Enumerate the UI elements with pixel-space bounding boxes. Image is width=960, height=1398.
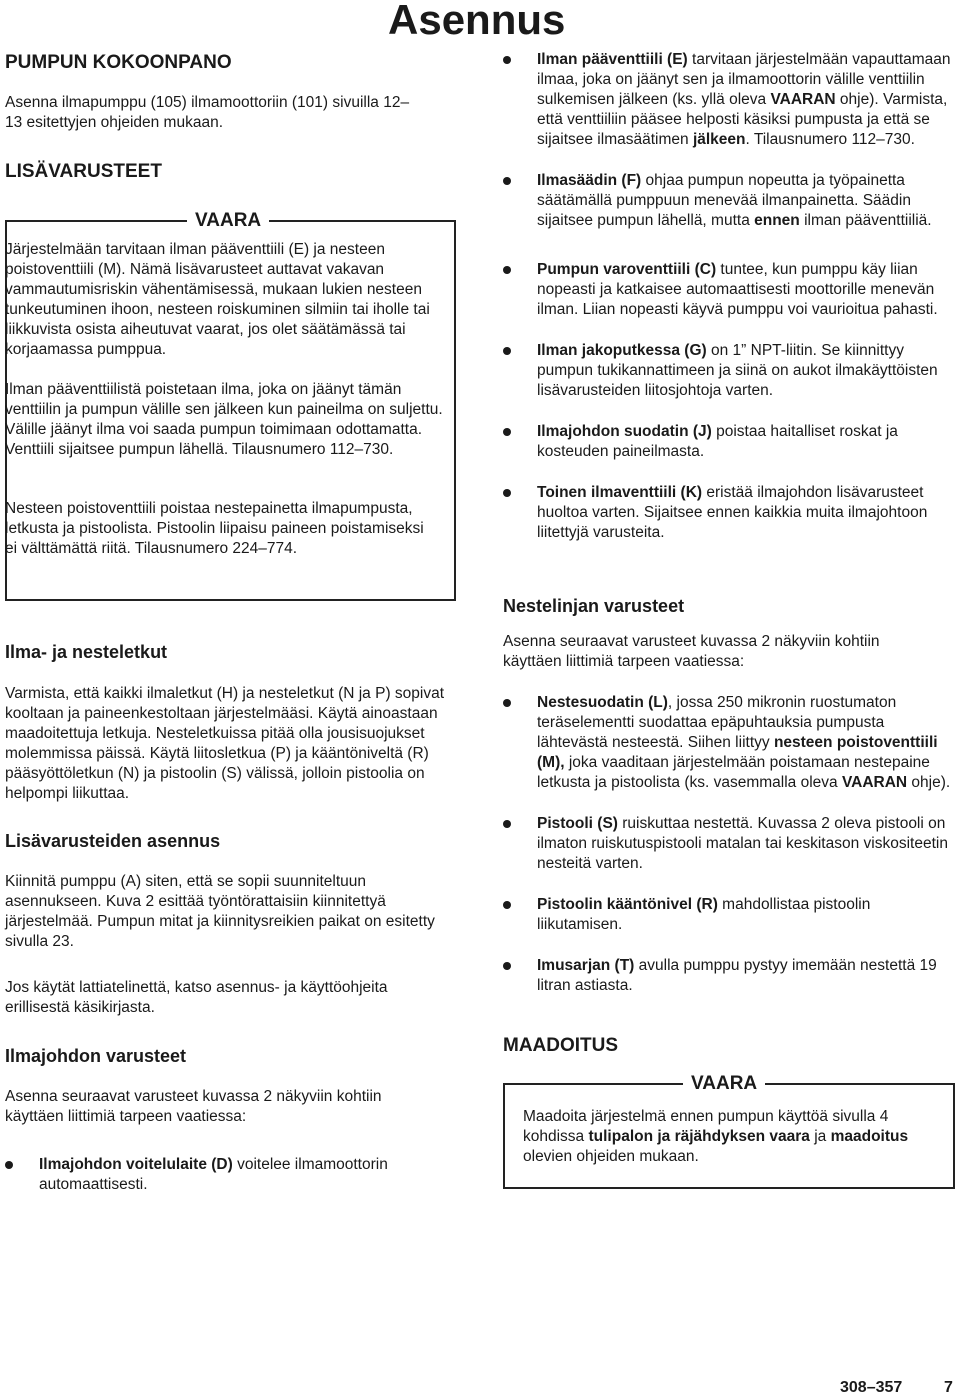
grounding-warning-box [503,1073,955,1189]
list-item: Ilman jakoputkessa (G) on 1” NPT-liitin. Se kiinnittyy pumpun tukikannattimeen ja siinä on aukot ilmakäyttöisten lisävarusteiden liitosjohtoja varten. [503,341,958,401]
list-item: Nestesuodatin (L), jossa 250 mikronin ruostumaton teräselementti suodattaa epäpuhtauksia pumpusta lähtevästä nesteestä. Siihen liittyy nesteen poistoventtiili (M), joka vaaditaan järjestelmään poistamaan nestepaine letkusta ja pistoolista (ks. vasemmalla oleva VAARAN ohje). [503,693,958,793]
bullet-icon [503,489,511,497]
bullet-icon [503,177,511,185]
air-line-intro: Asenna seuraavat varusteet kuvassa 2 näkyviin kohtiin käyttäen liittimiä tarpeen vaatiessa: [5,1088,382,1125]
bullet-icon [5,1161,13,1169]
pump-assembly-heading: PUMPUN KOKOONPANO [5,52,232,73]
warning-box [5,210,456,601]
air-line-list [5,1155,460,1195]
list-item: Pistooli (S) ruiskuttaa nestettä. Kuvassa 2 oleva pistooli on ilmaton ruiskutuspistooli matalan tai keskitason viskositeetin nesteitä varten. [503,814,958,874]
list-item: Toinen ilmaventtiili (K) eristää ilmajohdon lisävarusteet huoltoa varten. Sijaitsee ennen kaikkia muita ilmajohtoon liitettyjä varusteita. [503,483,958,543]
warning-paragraph-2: Ilman pääventtiilistä poistetaan ilma, joka on jäänyt tämän venttiilin ja pumpun välille sen jälkeen kun paineilma on suljettu. Välille jäänyt ilma voi saada pumpun toimimaan odottamatta. Venttiili sijaitsee pumpun lähellä. Tilausnumero 112–730. [5,381,443,458]
warning-title: VAARA [187,210,269,232]
install-text-2: Jos käytät lattiatelinettä, katso asennus- ja käyttöohjeita erillisestä käsikirjasta. [5,979,388,1016]
accessories-heading: LISÄVARUSTEET [5,161,162,182]
page-number: 7 [944,1379,953,1396]
pump-assembly-text: Asenna ilmapumppu (105) ilmamoottoriin (101) sivuilla 12–13 esitettyjen ohjeiden mukaan. [5,94,410,131]
warning-paragraph-3: Nesteen poistoventtiili poistaa nestepainetta ilmapumpusta, letkusta ja pistoolista. Pistoolin liipaisu paineen poistamiseksi ei välttämättä riitä. Tilausnumero 224–774. [5,500,424,557]
hoses-heading: Ilma- ja nesteletkut [5,642,168,662]
list-item: Pistoolin kääntönivel (R) mahdollistaa pistoolin liikutamisen. [503,895,958,935]
bullet-icon [503,901,511,909]
hoses-text: Varmista, että kaikki ilmaletkut (H) ja nesteletkut (N ja P) sopivat kooltaan ja paineenkestoltaan järjestelmääsi. Käytä ainoastaan maadoitettuja letkuja. Nesteletkuissa pitää olla jousisuojukset molemmissa päissä. Käytä liitosletkua (P) ja kääntöniveltä (R) pääsyöttöletkun (N) ja pistoolin (S) välissä, jolloin pistoolia on helpompi liikuttaa. [5,685,445,802]
bullet-icon [503,820,511,828]
bullet-icon [503,699,511,707]
grounding-heading: MAADOITUS [503,1035,619,1056]
air-line-heading: Ilmajohdon varusteet [5,1046,187,1066]
grounding-warning-text: Maadoita järjestelmä ennen pumpun käyttöä sivulla 4 kohdissa tulipalon ja räjähdyksen vaara ja maadoitus olevien ohjeiden mukaan. [523,1108,909,1165]
page-title: Asennus [388,0,566,43]
list-item: Ilmajohdon voitelulaite (D) voitelee ilmamoottorin automaattisesti. [5,1155,460,1195]
bullet-icon [503,962,511,970]
list-item: Ilmajohdon suodatin (J) poistaa haitalliset roskat ja kosteuden paineilmasta. [503,422,958,462]
fluid-accessory-list [503,693,958,996]
air-accessory-list [503,50,958,543]
grounding-warning-title: VAARA [683,1073,765,1095]
fluid-line-intro: Asenna seuraavat varusteet kuvassa 2 näkyviin kohtiin käyttäen liittimiä tarpeen vaatiessa: [503,633,880,670]
bullet-icon [503,428,511,436]
warning-paragraph-1: Järjestelmään tarvitaan ilman pääventtiili (E) ja nesteen poistoventtiili (M). Nämä lisävarusteet auttavat vakavan vammautumisriskin vähentämisessä, mukaan lukien nesteen tunkeutuminen ihoon, nesteen roiskuminen silmiin tai iholle tai liikkuvista osista aiheutuvat vaarat, jos olet säätämässä tai korjaamassa pumppua. [5,241,430,358]
bullet-icon [503,347,511,355]
install-text-1: Kiinnitä pumppu (A) siten, että se sopii suunniteltuun asennukseen. Kuva 2 esittää työntörattaisiin kiinnitettyä järjestelmää. Pumpun mitat ja kiinnitysreikien paikat on esitetty sivulla 23. [5,873,435,950]
bullet-icon [503,56,511,64]
fluid-line-heading: Nestelinjan varusteet [503,596,685,616]
bullet-icon [503,266,511,274]
list-item: Ilmasäädin (F) ohjaa pumpun nopeutta ja työpainetta säätämällä pumppuun menevää ilmanpainetta. Säädin sijaitsee pumpun lähellä, mutta ennen ilman pääventtiiliä. [503,171,958,231]
list-item: Pumpun varoventtiili (C) tuntee, kun pumppu käy liian nopeasti ja katkaisee automaattisesti moottorille menevän ilman. Liian nopeasti käyvä pumppu voi vaurioitua pahasti. [503,260,958,320]
list-item: Ilman pääventtiili (E) tarvitaan järjestelmään vapauttamaan ilmaa, joka on jäänyt sen ja ilmamoottorin välille venttiilin sulkemisen jälkeen (ks. yllä oleva VAARAN ohje). Varmista, että venttiiliin pääsee helposti käsiksi pumpusta ja että se sijaitsee ilmasäätimen jälkeen. Tilausnumero 112–730. [503,50,958,150]
list-item: Imusarjan (T) avulla pumppu pystyy imemään nestettä 19 litran astiasta. [503,956,958,996]
document-number: 308–357 [840,1379,903,1396]
install-heading: Lisävarusteiden asennus [5,831,221,851]
